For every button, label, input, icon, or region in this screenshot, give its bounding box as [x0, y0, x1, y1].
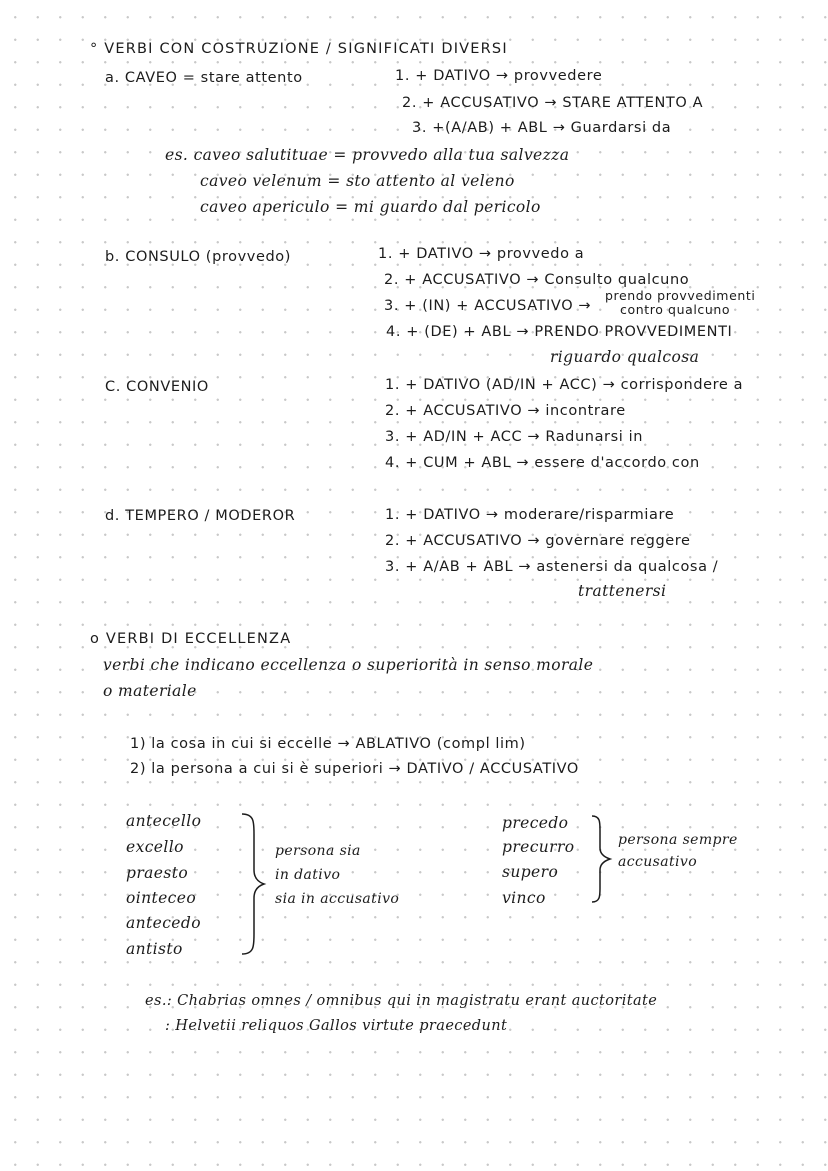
group2-brace [588, 814, 618, 904]
convenio-label: C. CONVENIO [105, 379, 209, 395]
verb-antisto: antisto [126, 940, 183, 958]
consulo-rule-3-note-1: prendo provvedimenti [605, 288, 756, 303]
caveo-rule-2: 2. + ACCUSATIVO → STARE ATTENTO A [402, 95, 704, 111]
consulo-rule-3-note-2: contro qualcuno [620, 302, 731, 317]
group2-note-2: accusativo [618, 854, 698, 870]
consulo-rule-2: 2. + ACCUSATIVO → Consulto qualcuno [384, 272, 690, 288]
eccellenza-desc-2: o materiale [103, 682, 197, 700]
group1-note-2: in dativo [275, 867, 341, 883]
caveo-example-3: caveo apericulo = mi guardo dal pericolo [200, 198, 541, 216]
convenio-rule-3: 3. + AD/IN + ACC → Radunarsi in [385, 429, 644, 445]
consulo-rule-3: 3. + (IN) + ACCUSATIVO → [384, 298, 592, 314]
caveo-rule-3: 3. +(A/AB) + ABL → Guardarsi da [412, 120, 672, 136]
verb-excello: excello [126, 838, 184, 856]
eccellenza-point-1: 1) la cosa in cui si eccelle → ABLATIVO (compl lim) [130, 736, 526, 752]
verb-vinco: vinco [502, 889, 546, 907]
consulo-rule-4: 4. + (DE) + ABL → PRENDO PROVVEDIMENTI [386, 324, 733, 340]
tempero-rule-1: 1. + DATIVO → moderare/risparmiare [385, 507, 675, 523]
group1-note-3: sia in accusativo [275, 891, 400, 907]
verb-praesto: praesto [126, 864, 189, 882]
eccellenza-example-1: es.: Chabrias omnes / omnibus qui in magistratu erant auctoritate [145, 993, 658, 1009]
consulo-label: b. CONSULO (provvedo) [105, 249, 291, 265]
convenio-rule-1: 1. + DATIVO (AD/IN + ACC) → corrispondere a [385, 377, 744, 393]
tempero-label: d. TEMPERO / MODEROR [105, 508, 296, 524]
verb-precurro: precurro [502, 838, 575, 856]
tempero-rule-2: 2. + ACCUSATIVO → governare reggere [385, 533, 691, 549]
eccellenza-example-2: : Helvetii reliquos Gallos virtute praecedunt [165, 1018, 508, 1034]
verb-ointeceo: ointeceo [126, 889, 197, 907]
eccellenza-desc-1: verbi che indicano eccellenza o superiorità in senso morale [103, 656, 594, 674]
tempero-rule-3: 3. + A/AB + ABL → astenersi da qualcosa / [385, 559, 719, 575]
verb-supero: supero [502, 863, 559, 881]
group1-brace [238, 812, 270, 956]
consulo-rule-4-cont: riguardo qualcosa [550, 348, 700, 366]
caveo-label: a. CAVEO = stare attento [105, 70, 303, 86]
group1-note-1: persona sia [275, 843, 361, 859]
eccellenza-point-2: 2) la persona a cui si è superiori → DATIVO / ACCUSATIVO [130, 761, 579, 777]
caveo-rule-1: 1. + DATIVO → provvedere [395, 68, 603, 84]
verb-antecello: antecello [126, 812, 202, 830]
caveo-example-2: caveo velenum = sto attento al veleno [200, 172, 515, 190]
tempero-rule-3-cont: trattenersi [578, 582, 667, 600]
convenio-rule-2: 2. + ACCUSATIVO → incontrare [385, 403, 626, 419]
convenio-rule-4: 4. + CUM + ABL → essere d'accordo con [385, 455, 700, 471]
verb-precedo: precedo [502, 814, 569, 832]
section-title-verbi-costruzione: ° VERBI CON COSTRUZIONE / SIGNIFICATI DIVERSI [90, 41, 508, 57]
verb-antecedo: antecedo [126, 914, 201, 932]
consulo-rule-1: 1. + DATIVO → provvedo a [378, 246, 585, 262]
caveo-example-1: es. caveo salutituae = provvedo alla tua salvezza [165, 146, 570, 164]
section-title-verbi-eccellenza: o VERBI DI ECCELLENZA [90, 631, 292, 647]
group2-note-1: persona sempre [618, 832, 738, 848]
